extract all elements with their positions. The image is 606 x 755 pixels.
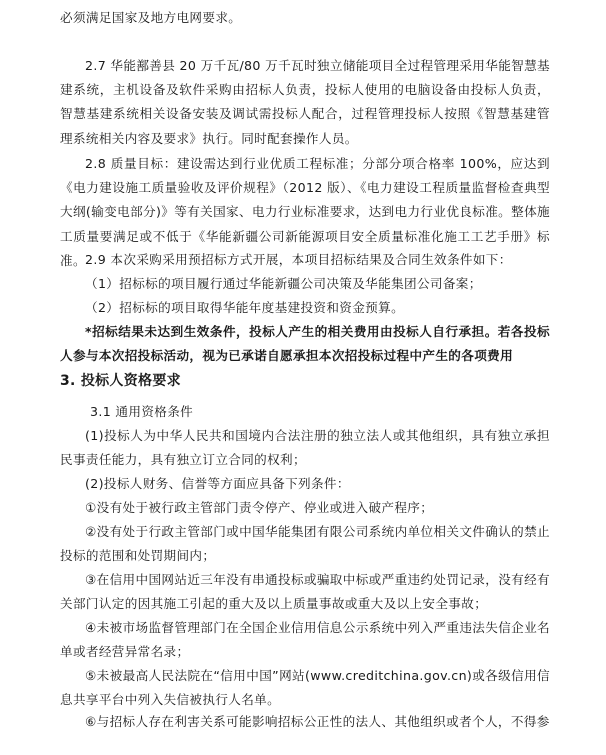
paragraph-grid-requirement: 必须满足国家及地方电网要求。 (60, 10, 242, 25)
paragraph-3-1-1: (1)投标人为中华人民共和国境内合法注册的独立法人或其他组织，具有独立承担民事责任能力，具有独立订立合同的权利； (60, 428, 550, 468)
paragraph-2-9-item-2: （2）招标标的项目取得华能年度基建投资和资金预算。 (85, 300, 405, 315)
subsection-heading-3-1: 3.1 通用资格条件 (90, 404, 194, 419)
bold-notice: *招标结果未达到生效条件，投标人产生的相关费用由投标人自行承担。若各投标人参与本次招投标活动，视为已承诺自愿承担本次招投标过程中产生的各项费用 (60, 324, 550, 364)
paragraph-2-8: 2.8 质量目标：建设需达到行业优质工程标准；分部分项合格率 100%，应达到《电力建设施工质量验收及评价规程》（2012 版）、《电力建设工程质量监督检查典型大纲(输变电部分)》等有关国家、电力行业标准要求，达到电力行业优良标准。整体施工质量要满足或不低于《华能新疆公司新能源项目安全质量标准化施工工艺手册》标准。 (60, 156, 550, 268)
condition-4: ④未被市场监督管理部门在全国企业信用信息公示系统中列入严重违法失信企业名单或者经营异常名录； (60, 620, 550, 660)
section-heading-3: 3. 投标人资格要求 (60, 373, 181, 389)
condition-3: ③在信用中国网站近三年没有串通投标或骗取中标或严重违约处罚记录，没有经有关部门认定的因其施工引起的重大及以上质量事故或重大及以上安全事故； (60, 572, 550, 612)
paragraph-2-9: 2.9 本次采购采用预招标方式开展，本项目招标结果及合同生效条件如下： (85, 252, 512, 267)
condition-1: ①没有处于被行政主管部门责令停产、停业或进入破产程序； (85, 500, 434, 515)
paragraph-2-9-item-1: （1）招标标的项目履行通过华能新疆公司决策及华能集团公司备案； (85, 276, 482, 291)
paragraph-3-1-2: (2)投标人财务、信誉等方面应具备下列条件： (85, 476, 350, 491)
condition-6: ⑥与招标人存在利害关系可能影响招标公正性的法人、其他组织或者个人，不得参 (85, 714, 550, 729)
condition-5: ⑤未被最高人民法院在“信用中国”网站(www.creditchina.gov.cn)或各级信用信息共享平台中列入失信被执行人名单。 (60, 668, 550, 708)
condition-2: ②没有处于行政主管部门或中国华能集团有限公司系统内单位相关文件确认的禁止投标的范围和处罚期间内； (60, 524, 550, 564)
paragraph-2-7: 2.7 华能鄯善县 20 万千瓦/80 万千瓦时独立储能项目全过程管理采用华能智慧基建系统，主机设备及软件采购由招标人负责，投标人使用的电脑设备由投标人负责，智慧基建系统相关设备安装及调试需投标人配合，过程管理投标人按照《智慧基建管理系统相关内容及要求》执行。同时配套操作人员。 (60, 58, 550, 146)
